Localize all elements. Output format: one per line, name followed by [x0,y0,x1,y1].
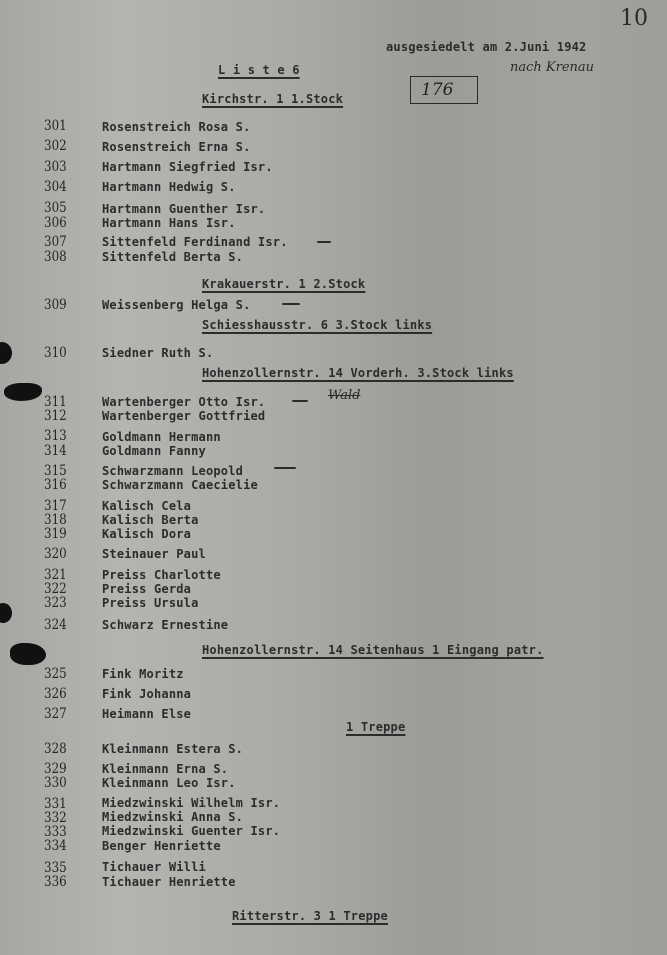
section-heading: Schiesshausstr. 6 3.Stock links [202,318,433,332]
row-number: 322 [44,581,67,597]
row-number: 333 [44,824,67,840]
row-number: 321 [44,567,67,583]
row-name: Hartmann Hans Isr. [102,216,236,230]
row-number: 307 [44,234,67,250]
row-number: 315 [44,463,67,479]
row-name: Kalisch Dora [102,527,192,541]
row-name: Hartmann Hedwig S. [102,180,236,194]
row-name: Rosenstreich Erna S. [102,140,251,154]
row-name: Preiss Charlotte [102,568,221,582]
row-number: 301 [44,118,67,134]
row-number: 319 [44,526,67,542]
row-number: 308 [44,249,67,265]
row-name: Schwarzmann Leopold [102,464,244,478]
pencil-mark: Wald [328,388,361,403]
row-number: 323 [44,595,67,611]
row-number: 306 [44,215,67,231]
pencil-dash [282,303,300,305]
row-number: 302 [44,138,67,154]
row-name: Kalisch Berta [102,513,199,527]
row-name: Kleinmann Estera S. [102,742,244,756]
deportation-handwritten: nach Krenau [510,60,595,75]
row-name: Steinauer Paul [102,547,206,561]
row-number: 309 [44,297,67,313]
punch-hole [0,603,12,623]
row-name: Heimann Else [102,707,192,721]
row-number: 312 [44,408,67,424]
row-number: 313 [44,428,67,444]
punch-hole [4,383,42,401]
row-number: 330 [44,775,67,791]
row-name: Goldmann Fanny [102,444,206,458]
page-number: 10 [620,6,648,31]
row-name: Tichauer Henriette [102,875,236,889]
row-number: 305 [44,200,67,216]
list-title: L i s t e 6 [218,63,300,77]
row-number: 316 [44,477,67,493]
row-name: Wartenberger Otto Isr. [102,395,266,409]
row-name: Fink Moritz [102,667,184,681]
row-name: Schwarz Ernestine [102,618,229,632]
punch-hole [10,643,46,665]
row-name: Miedzwinski Guenter Isr. [102,824,281,838]
row-number: 335 [44,860,67,876]
row-number: 329 [44,761,67,777]
section-heading: Ritterstr. 3 1 Treppe [232,909,388,923]
row-name: Schwarzmann Caecielie [102,478,258,492]
row-name: Kleinmann Leo Isr. [102,776,236,790]
row-number: 314 [44,443,67,459]
row-name: Tichauer Willi [102,860,206,874]
section-heading: Hohenzollernstr. 14 Seitenhaus 1 Eingang patr. [202,643,544,657]
pencil-dash [292,400,308,402]
row-name: Wartenberger Gottfried [102,409,266,423]
row-name: Preiss Ursula [102,596,199,610]
deportation-note: ausgesiedelt am 2.Juni 1942 [386,40,587,54]
section-heading: Hohenzollernstr. 14 Vorderh. 3.Stock links [202,366,514,380]
row-number: 311 [44,394,67,410]
row-number: 304 [44,179,67,195]
punch-hole [0,342,12,364]
pencil-dash [317,241,331,243]
row-name: Miedzwinski Anna S. [102,810,244,824]
row-number: 332 [44,810,67,826]
row-name: Fink Johanna [102,687,192,701]
row-name: Miedzwinski Wilhelm Isr. [102,796,281,810]
section-heading: Krakauerstr. 1 2.Stock [202,277,366,291]
row-name: Hartmann Guenther Isr. [102,202,266,216]
section-heading: Kirchstr. 1 1.Stock [202,92,344,106]
row-number: 336 [44,874,67,890]
stamp-box [410,76,478,104]
row-number: 325 [44,666,67,682]
row-name: Benger Henriette [102,839,221,853]
section-heading: 1 Treppe [346,720,406,734]
row-number: 310 [44,345,67,361]
row-name: Sittenfeld Berta S. [102,250,244,264]
pencil-dash [274,467,296,469]
row-name: Sittenfeld Ferdinand Isr. [102,235,288,249]
row-name: Hartmann Siegfried Isr. [102,160,273,174]
row-number: 334 [44,838,67,854]
row-name: Kleinmann Erna S. [102,762,229,776]
row-number: 303 [44,159,67,175]
row-name: Goldmann Hermann [102,430,221,444]
row-name: Kalisch Cela [102,499,192,513]
row-name: Rosenstreich Rosa S. [102,120,251,134]
row-name: Siedner Ruth S. [102,346,214,360]
row-number: 331 [44,796,67,812]
row-number: 318 [44,512,67,528]
stamp-number: 176 [421,80,454,100]
row-number: 317 [44,498,67,514]
row-number: 326 [44,686,67,702]
row-number: 327 [44,706,67,722]
row-name: Preiss Gerda [102,582,192,596]
row-number: 328 [44,741,67,757]
row-number: 324 [44,617,67,633]
row-name: Weissenberg Helga S. [102,298,251,312]
row-number: 320 [44,546,67,562]
